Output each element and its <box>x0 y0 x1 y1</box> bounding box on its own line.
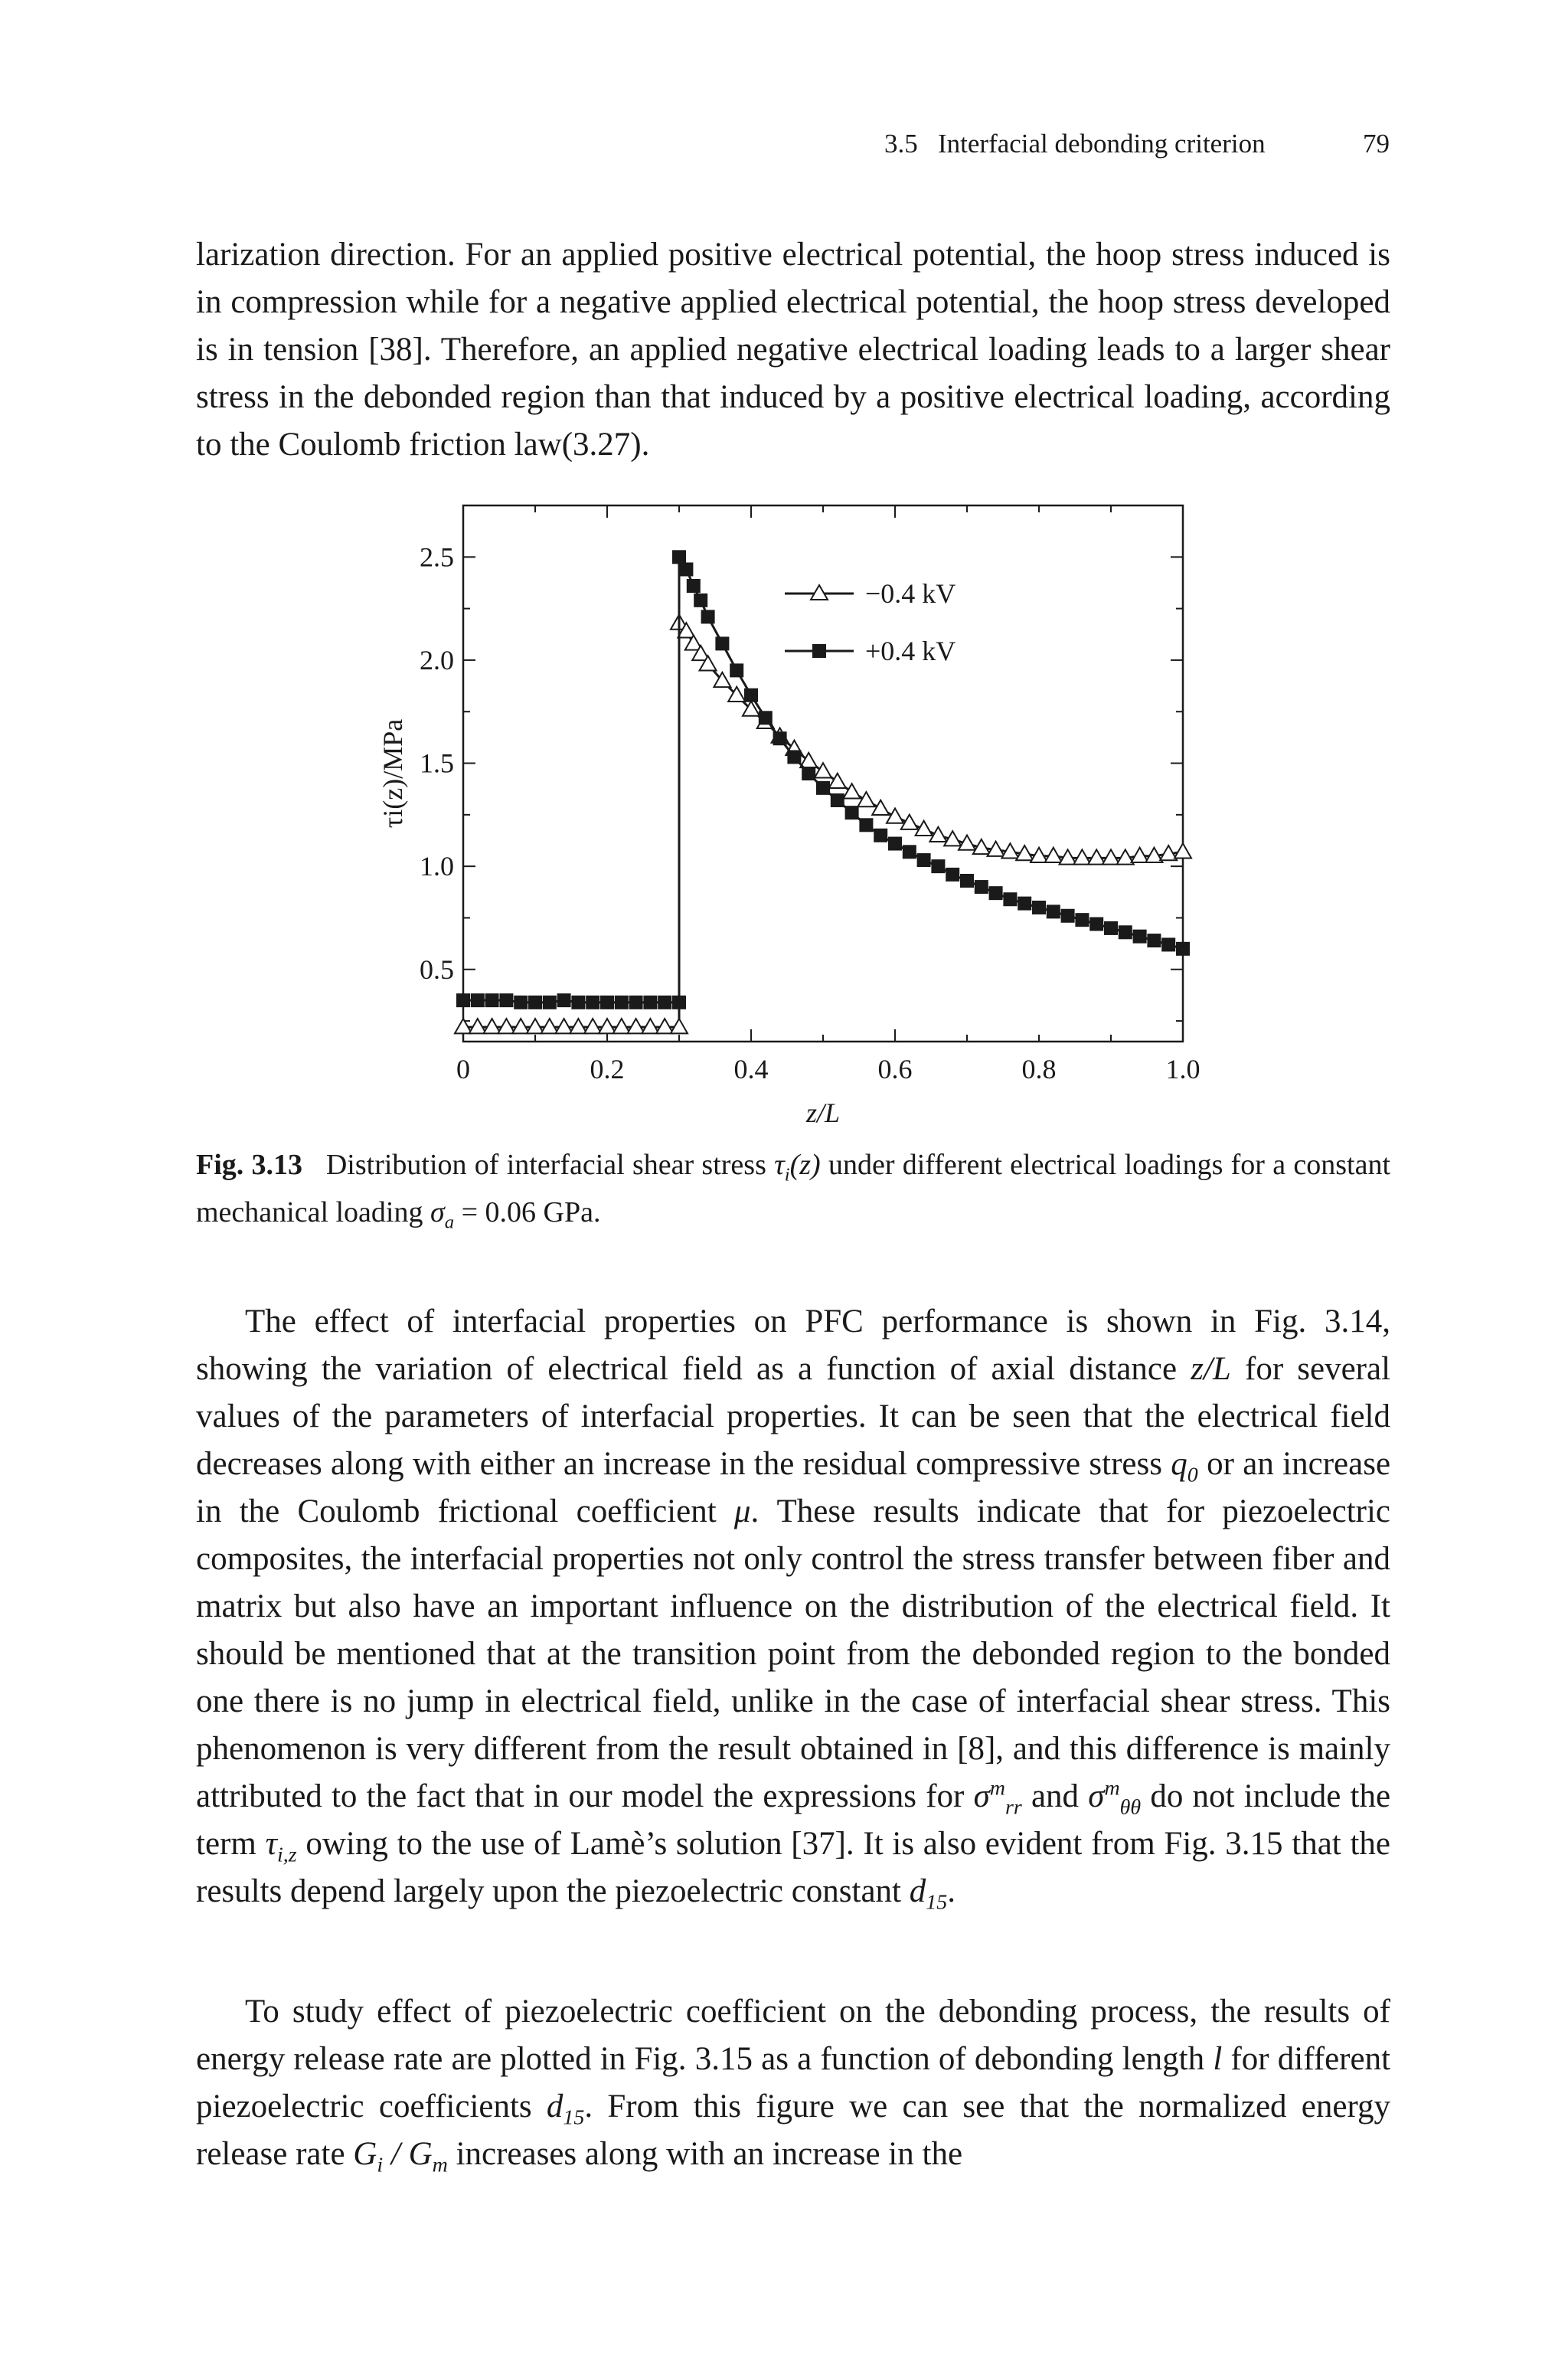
data-point-square <box>485 993 499 1007</box>
data-point-square <box>773 731 787 745</box>
caption-tau <box>774 1149 821 1186</box>
data-point-square <box>802 767 815 780</box>
p3-g-symbol: G <box>353 2136 377 2172</box>
data-point-square <box>888 837 902 851</box>
y-tick-label: 1.0 <box>420 851 454 882</box>
data-point-triangle <box>829 774 846 788</box>
data-point-square <box>543 996 557 1009</box>
p2-q0 <box>1171 1446 1198 1487</box>
series-line <box>463 623 1183 1027</box>
data-point-square <box>471 993 485 1007</box>
data-point-square <box>845 806 859 819</box>
data-point-square <box>931 859 945 873</box>
p3-text-2: for different piezoelectric coefficients <box>196 2041 1391 2124</box>
x-tick-label: 1.0 <box>1165 1054 1200 1084</box>
p2-d15 <box>909 1873 948 1915</box>
p2-q-symbol: q <box>1171 1446 1187 1482</box>
p3-gratio <box>353 2136 448 2177</box>
data-point-triangle <box>887 809 903 823</box>
data-point-square <box>816 781 830 795</box>
data-point-square <box>989 886 1003 900</box>
data-point-square <box>701 610 715 623</box>
section-number: 3.5 <box>884 129 918 159</box>
data-point-square <box>514 996 528 1009</box>
p2-and: and <box>1031 1778 1080 1814</box>
p3-d-sub: 15 <box>563 2105 585 2130</box>
p2-sigma-tt <box>1088 1776 1142 1820</box>
x-tick-label: 0 <box>456 1054 470 1084</box>
p3-d-symbol: d <box>546 2089 564 2124</box>
data-point-triangle <box>858 792 874 806</box>
p2-sigma-rr-symbol: σ <box>973 1778 990 1814</box>
paragraph-3 <box>196 1988 1390 2178</box>
p2-q-sub: 0 <box>1187 1463 1198 1487</box>
data-point-square <box>658 996 671 1009</box>
x-tick-label: 0.4 <box>733 1054 769 1084</box>
data-point-square <box>960 874 974 888</box>
p3-l: l <box>1213 2041 1223 2077</box>
p2-sigma-tt-symbol: σ <box>1088 1778 1105 1814</box>
data-point-square <box>557 993 571 1007</box>
figure-caption <box>196 1141 1390 1236</box>
data-point-square <box>672 550 686 564</box>
p2-sigma-rr-sub: rr <box>1004 1795 1022 1820</box>
data-point-square <box>903 845 916 859</box>
section-name: Interfacial debonding criterion <box>938 129 1266 159</box>
caption-sigma <box>430 1196 455 1233</box>
p2-text-2: for several values of the parameters of interfacial properties. It can be seen that the electrical field decreases along with either an increase in the residual compressive stress <box>196 1351 1391 1482</box>
caption-text-a: Distribution of interfacial shear stress <box>325 1149 766 1181</box>
data-point-square <box>715 636 729 650</box>
data-point-square <box>975 880 988 894</box>
data-point-square <box>643 996 657 1009</box>
x-axis-label: z/L <box>805 1097 841 1126</box>
p2-text-3: or an increase in the Coulomb frictional coefficient <box>196 1446 1391 1529</box>
y-tick-label: 2.5 <box>420 541 454 573</box>
data-point-triangle <box>1174 843 1191 858</box>
p3-text-4: increases along with an increase in the <box>456 2136 963 2172</box>
data-point-square <box>456 993 470 1007</box>
running-head <box>884 129 1390 159</box>
data-point-square <box>917 853 931 867</box>
data-point-square <box>744 689 758 702</box>
data-point-square <box>1119 925 1132 939</box>
p2-text-4: . These results indicate that for piezoelectric composites, the interfacial properties not only control the stress transfer between fiber and matrix but also have an important influence on the distribution of the electrical field. It should be mentioned that at the transition point from the debonded region to the bonded one there is no jump in electrical field, unlike in the case of interfacial shear stress. This phenomenon is very different from the result obtained in [8], and this difference is mainly attributed to the fact that in our model the expressions for <box>196 1493 1390 1814</box>
paragraph-2 <box>196 1298 1390 1915</box>
p3-d15 <box>546 2089 585 2130</box>
data-point-square <box>1176 942 1190 956</box>
series-line <box>463 557 1183 1003</box>
data-point-square <box>946 868 959 882</box>
p2-text-6: owing to the use of Lamè’s solution [37]. It is also evident from Fig. 3.15 that the results depend largely upon the piezoelectric constant <box>196 1826 1391 1909</box>
p2-text-5: do not include the term <box>196 1778 1391 1862</box>
data-point-square <box>571 996 585 1009</box>
data-point-square <box>1161 937 1175 951</box>
caption-tau-sub: i <box>784 1164 790 1186</box>
p2-d-sub: 15 <box>926 1890 948 1915</box>
p2-text-1: The effect of interfacial properties on PFC performance is shown in Fig. 3.14, showing the variation of electrical field as a function of axial distance <box>196 1303 1390 1387</box>
data-point-square <box>730 663 743 677</box>
caption-sigma-sub: a <box>444 1212 455 1233</box>
x-tick-label: 0.8 <box>1021 1054 1057 1084</box>
data-point-square <box>1147 934 1161 947</box>
data-point-triangle <box>872 800 889 815</box>
page-number: 79 <box>1363 129 1390 159</box>
data-point-square <box>1075 913 1089 927</box>
data-point-square <box>1104 921 1118 935</box>
caption-text-b: under different electrical loadings for a constant mechanical loading <box>196 1149 1390 1228</box>
legend-label-1: −0.4 kV <box>865 578 956 609</box>
data-point-square <box>874 829 887 842</box>
paragraph-1: larization direction. For an applied positive electrical potential, the hoop stress induced is in compression while for a negative applied electrical potential, the hoop stress developed is in tension [38]. Therefore, an applied negative electrical loading leads to a larger shear stress in the debonded region than that induced by a positive electrical loading, according to the Coulomb friction law(3.27). <box>196 237 1390 463</box>
p3-g2-symbol: G <box>408 2136 433 2172</box>
p3-g-sub-m: m <box>432 2153 448 2177</box>
p2-tau-symbol: τ <box>265 1826 277 1862</box>
p2-tau-sub: i,z <box>276 1843 297 1867</box>
figure-3-13 <box>368 490 1240 1126</box>
p2-sigma-tt-sup: m <box>1104 1776 1120 1801</box>
p3-text-1: To study effect of piezoelectric coefficient on the debonding process, the results of energy release rate are plotted in Fig. 3.15 as a function of debonding length <box>196 1994 1390 2077</box>
p2-sigma-rr-sup: m <box>989 1776 1005 1801</box>
p2-tau-iz <box>265 1826 297 1867</box>
legend-label-2: +0.4 kV <box>865 636 956 666</box>
x-tick-label: 0.6 <box>877 1054 913 1084</box>
data-point-square <box>1032 901 1046 914</box>
shear-stress-chart <box>368 490 1240 1126</box>
data-point-square <box>787 750 801 764</box>
data-point-square <box>859 818 873 832</box>
data-point-square <box>1061 909 1075 923</box>
p3-slash: / <box>383 2136 409 2172</box>
y-axis-label: τi(z)/MPa <box>377 718 408 829</box>
p2-sigma-tt-sub: θθ <box>1119 1795 1142 1820</box>
p2-text-7: . <box>947 1873 956 1909</box>
data-point-square <box>629 996 643 1009</box>
data-point-square <box>1003 892 1017 906</box>
data-point-triangle <box>815 763 831 777</box>
data-point-square <box>831 793 844 807</box>
data-point-square <box>1133 930 1147 944</box>
data-point-square <box>615 996 629 1009</box>
caption-tau-arg: (z) <box>789 1149 821 1181</box>
data-point-square <box>1089 918 1103 931</box>
x-tick-label: 0.2 <box>590 1054 625 1084</box>
data-point-square <box>679 562 693 576</box>
data-point-square <box>600 996 614 1009</box>
caption-sigma-symbol: σ <box>430 1196 445 1228</box>
caption-tau-symbol: τ <box>774 1149 785 1181</box>
y-tick-label: 1.5 <box>420 747 454 779</box>
y-tick-label: 0.5 <box>420 953 454 985</box>
data-point-square <box>499 993 513 1007</box>
p3-g-sub-i: i <box>377 2153 384 2177</box>
caption-text-c: = 0.06 GPa. <box>461 1196 601 1228</box>
data-point-square <box>672 996 686 1009</box>
data-point-square <box>528 996 542 1009</box>
caption-label: Fig. 3.13 <box>196 1149 303 1181</box>
data-point-square <box>1047 904 1060 918</box>
data-point-triangle <box>844 783 861 798</box>
p2-zl: z/L <box>1191 1351 1231 1387</box>
data-point-square <box>759 711 773 725</box>
p2-sigma-rr <box>973 1776 1022 1820</box>
data-point-square <box>586 996 599 1009</box>
data-point-square <box>694 594 707 607</box>
section-title <box>884 129 1266 159</box>
data-point-square <box>687 579 701 593</box>
y-tick-label: 2.0 <box>420 644 454 675</box>
legend-marker-square <box>812 644 826 658</box>
p3-text-3: . From this figure we can see that the normalized energy release rate <box>196 2089 1390 2172</box>
data-point-square <box>1018 897 1031 911</box>
p2-mu: μ <box>733 1493 751 1529</box>
p2-d-symbol: d <box>909 1873 926 1909</box>
